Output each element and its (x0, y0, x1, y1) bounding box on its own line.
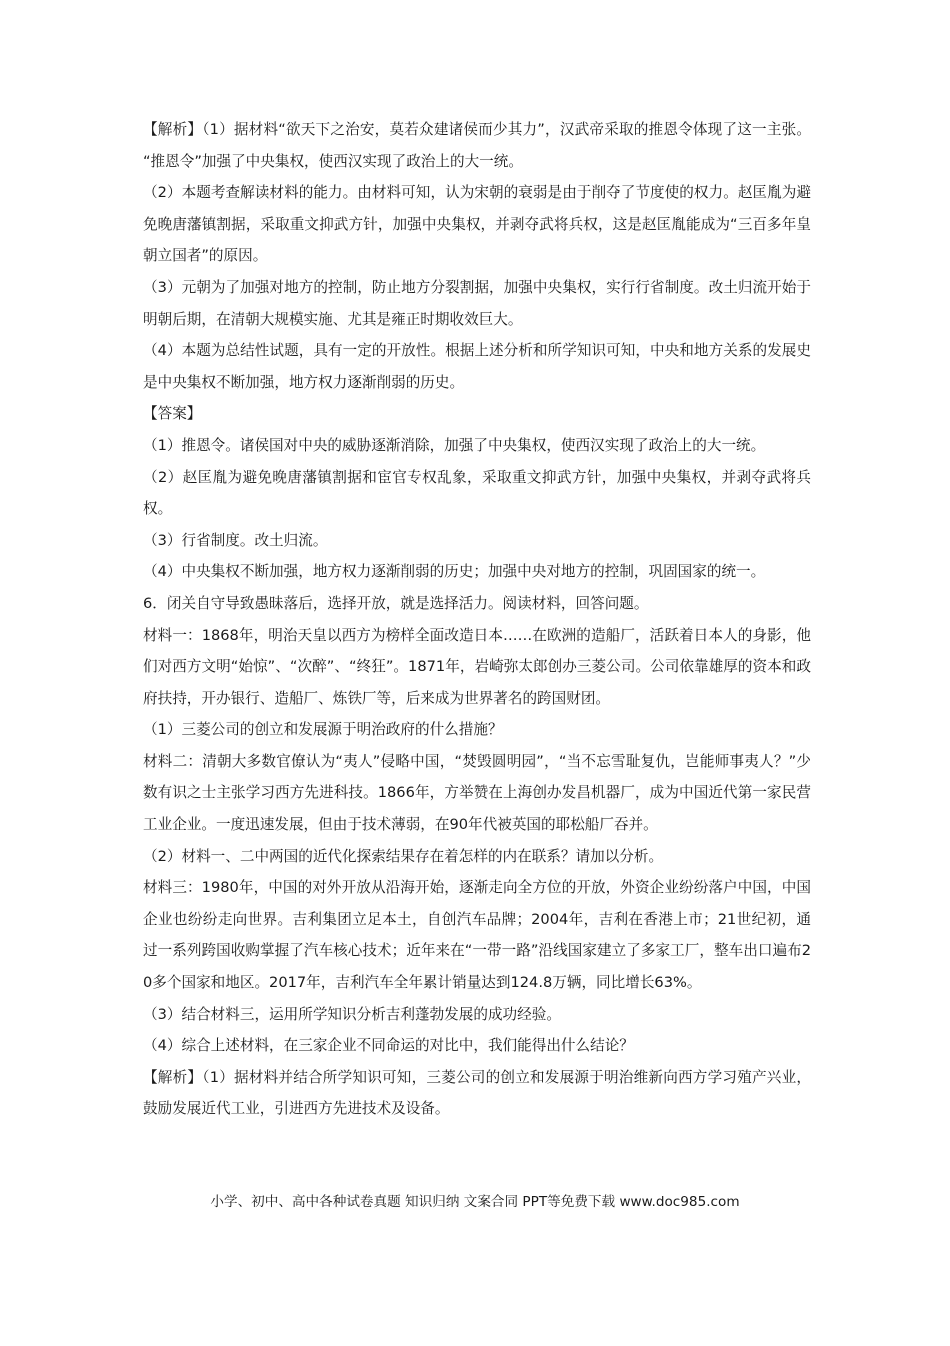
footer-url[interactable]: www.doc985.com (619, 1194, 740, 1210)
document-body (143, 114, 811, 1125)
page-footer (0, 1191, 950, 1213)
question-6-4: （4）综合上述材料，在三家企业不同命运的对比中，我们能得出什么结论？ (143, 1037, 634, 1055)
material-1: 材料一：1868年，明治天皇以西方为榜样全面改造日本……在欧洲的造船厂，活跃着日本人的身影，他们对西方文明“始惊”、“次醉”、“终狂”。1871年，岩崎弥太郎创办三菱公司。公司依靠雄厚的资本和政府扶持，开办银行、造船厂、炼铁厂等，后来成为世界著名的跨国财团。 (143, 626, 811, 707)
question-6-3: （3）结合材料三，运用所学知识分析吉利蓬勃发展的成功经验。 (143, 1005, 561, 1023)
answer-1: （1）推恩令。诸侯国对中央的威胁逐渐消除，加强了中央集权，使西汉实现了政治上的大一统。 (143, 436, 766, 454)
answer-4: （4）中央集权不断加强，地方权力逐渐削弱的历史；加强中央对地方的控制，巩固国家的统一。 (143, 563, 766, 581)
answer-2: （2）赵匡胤为避免晚唐藩镇割据和宦官专权乱象，采取重文抑武方针，加强中央集权，并剥夺武将兵权。 (143, 468, 811, 518)
analysis-paragraph-3: （3）元朝为了加强对地方的控制，防止地方分裂割据，加强中央集权，实行行省制度。改土归流开始于明朝后期，在清朝大规模实施、尤其是雍正时期收效巨大。 (143, 278, 811, 328)
analysis-paragraph-2: （2）本题考查解读材料的能力。由材料可知，认为宋朝的衰弱是由于削夺了节度使的权力。赵匡胤为避免晚唐藩镇割据，采取重文抑武方针，加强中央集权，并剥夺武将兵权，这是赵匡胤能成为“三百多年皇朝立国者”的原因。 (143, 184, 811, 265)
footer-text: 小学、初中、高中各种试卷真题 知识归纳 文案合同 PPT等免费下载 (210, 1194, 616, 1210)
material-2: 材料二：清朝大多数官僚认为“夷人”侵略中国，“焚毁圆明园”，“当不忘雪耻复仇，岂能师事夷人？”少数有识之士主张学习西方先进科技。1866年，方举赞在上海创办发昌机器厂，成为中国近代第一家民营工业企业。一度迅速发展，但由于技术薄弱，在90年代被英国的耶松船厂吞并。 (143, 752, 811, 834)
analysis-paragraph-4: （4）本题为总结性试题，具有一定的开放性。根据上述分析和所学知识可知，中央和地方关系的发展史是中央集权不断加强，地方权力逐渐削弱的历史。 (143, 342, 811, 391)
analysis-6-1: 【解析】（1）据材料并结合所学知识可知，三菱公司的创立和发展源于明治维新向西方学习殖产兴业，鼓励发展近代工业，引进西方先进技术及设备。 (143, 1068, 811, 1118)
analysis-paragraph-1: 【解析】（1）据材料“欲天下之治安，莫若众建诸侯而少其力”，汉武帝采取的推恩令体现了这一主张。 “推恩令”加强了中央集权，使西汉实现了政治上的大一统。 (143, 121, 811, 170)
answer-3: （3）行省制度。改土归流。 (143, 531, 328, 549)
question-6-1: （1）三菱公司的创立和发展源于明治政府的什么措施？ (143, 721, 503, 739)
answer-heading: 【答案】 (143, 405, 202, 423)
material-3: 材料三：1980年，中国的对外开放从沿海开始，逐渐走向全方位的开放，外资企业纷纷落户中国，中国企业也纷纷走向世界。吉利集团立足本土，自创汽车品牌；2004年，吉利在香港上市；21世纪初，通过一系列跨国收购掌握了汽车核心技术；近年来在“一带一路”沿线国家建立了多家工厂，整车出口遍布20多个国家和地区。2017年，吉利汽车全年累计销量达到124.8万辆，同比增长63%。 (143, 879, 811, 992)
question-6-2: （2）材料一、二中两国的近代化探索结果存在着怎样的内在联系？请加以分析。 (143, 847, 664, 865)
question-6-stem: 6．闭关自守导致愚昧落后，选择开放，就是选择活力。阅读材料，回答问题。 (143, 594, 649, 612)
